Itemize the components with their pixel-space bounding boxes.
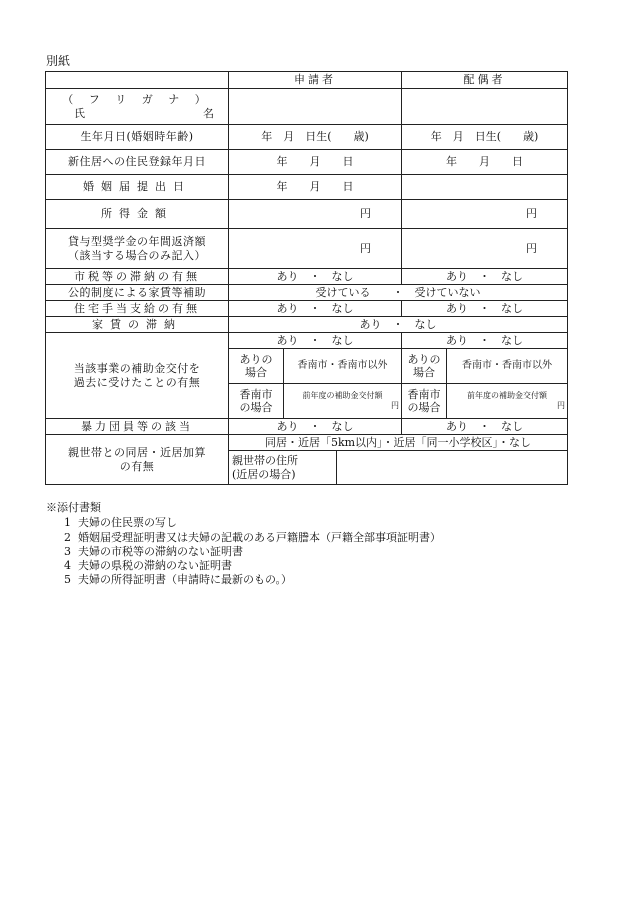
rent-options[interactable]: あり ・ なし	[229, 317, 568, 333]
marriage-row	[46, 175, 568, 200]
parents-row-1	[46, 435, 568, 451]
subsidy-label-1: 当該事業の補助金交付を	[73, 362, 201, 376]
header-row	[46, 72, 568, 89]
spouse-gang-options[interactable]: あり ・ なし	[402, 419, 568, 435]
applicant-loan-field[interactable]: 円	[229, 229, 402, 269]
residence-label: 新住居への住民登録年月日	[46, 150, 229, 175]
spouse-prev-year-field[interactable]	[447, 384, 568, 419]
furigana-label: （ フ リ ガ ナ ）	[62, 93, 212, 107]
public-row	[46, 285, 568, 301]
attachment-item: 2 婚姻届受理証明書又は夫婦の記載のある戸籍謄本（戸籍全部事項証明書）	[64, 530, 441, 544]
spouse-residence-field[interactable]: 年 月 日	[402, 150, 568, 175]
residence-row	[46, 150, 568, 175]
loan-label-cell	[46, 229, 229, 269]
application-form-table	[45, 71, 568, 485]
rent-label: 家賃の滞納	[46, 317, 229, 333]
public-label: 公的制度による家賃等補助	[46, 285, 229, 301]
marriage-label: 婚姻届提出日	[46, 175, 229, 200]
marriage-date-field[interactable]: 年 月 日	[229, 175, 402, 200]
gang-row	[46, 419, 568, 435]
spouse-subsidy-options[interactable]: あり ・ なし	[402, 333, 568, 349]
mei-label: 名	[203, 106, 214, 120]
applicant-name-field[interactable]	[229, 89, 402, 125]
housing-row	[46, 301, 568, 317]
public-options[interactable]: 受けている ・ 受けていない	[229, 285, 568, 301]
parents-options[interactable]: 同居・近居「5km以内」・近居「同一小学校区」・なし	[229, 435, 568, 451]
header-blank	[46, 72, 229, 89]
applicant-prev-year-label: 前年度の補助金交付額	[302, 391, 383, 401]
name-row	[46, 89, 568, 125]
attachment-item: 1 夫婦の住民票の写し	[64, 516, 177, 530]
marriage-blank	[402, 175, 568, 200]
parents-label-1: 親世帯との同居・近居加算	[68, 446, 206, 460]
tax-label: 市税等の滞納の有無	[46, 269, 229, 285]
attachments-section	[46, 501, 441, 588]
spouse-name-field[interactable]	[402, 89, 568, 125]
loan-row	[46, 229, 568, 269]
applicant-gang-options[interactable]: あり ・ なし	[229, 419, 402, 435]
shi-label: 氏	[74, 106, 85, 120]
income-label: 所得金額	[46, 200, 229, 229]
attachment-item: 4 夫婦の県税の滞納のない証明書	[64, 559, 232, 573]
spouse-housing-options[interactable]: あり ・ なし	[402, 301, 568, 317]
spouse-loan-field[interactable]: 円	[402, 229, 568, 269]
applicant-residence-field[interactable]: 年 月 日	[229, 150, 402, 175]
annex-label: 別紙	[46, 54, 71, 68]
attachments-heading: ※添付書類	[46, 501, 101, 514]
applicant-housing-options[interactable]: あり ・ なし	[229, 301, 402, 317]
applicant-prev-year-field[interactable]	[284, 384, 402, 419]
name-label-cell	[46, 89, 229, 125]
subsidy-label-2: 過去に受けたことの有無	[73, 375, 201, 389]
spouse-if-yes-label: ありの 場合	[402, 349, 447, 384]
parents-address-field[interactable]	[337, 451, 568, 485]
housing-label: 住宅手当支給の有無	[46, 301, 229, 317]
subsidy-label-cell	[46, 333, 229, 419]
attachment-item: 3 夫婦の市税等の滞納のない証明書	[64, 544, 243, 558]
gang-label: 暴力団員等の該当	[46, 419, 229, 435]
parents-label-cell	[46, 435, 229, 485]
applicant-birth-field[interactable]: 年 月 日生( 歳)	[229, 125, 402, 150]
spouse-income-field[interactable]: 円	[402, 200, 568, 229]
tax-row	[46, 269, 568, 285]
applicant-konan-label: 香南市 の場合	[229, 384, 284, 419]
applicant-city-options[interactable]: 香南市・香南市以外	[284, 349, 402, 384]
header-spouse: 配偶者	[402, 72, 568, 89]
income-row	[46, 200, 568, 229]
spouse-konan-label: 香南市 の場合	[402, 384, 447, 419]
birth-label: 生年月日(婚姻時年齢)	[46, 125, 229, 150]
parents-label-2: の有無	[119, 459, 155, 473]
applicant-subsidy-options[interactable]: あり ・ なし	[229, 333, 402, 349]
spouse-tax-options[interactable]: あり ・ なし	[402, 269, 568, 285]
applicant-if-yes-label: ありの 場合	[229, 349, 284, 384]
applicant-tax-options[interactable]: あり ・ なし	[229, 269, 402, 285]
rent-row	[46, 317, 568, 333]
applicant-income-field[interactable]: 円	[229, 200, 402, 229]
spouse-city-options[interactable]: 香南市・香南市以外	[447, 349, 568, 384]
parents-address-label: 親世帯の住所 (近居の場合)	[229, 451, 337, 485]
header-applicant: 申請者	[229, 72, 402, 89]
birth-row	[46, 125, 568, 150]
spouse-prev-year-yen: 円	[557, 401, 566, 410]
applicant-prev-year-yen: 円	[391, 401, 400, 410]
loan-note: （該当する場合のみ記入）	[68, 248, 206, 262]
subsidy-row-1	[46, 333, 568, 349]
spouse-birth-field[interactable]: 年 月 日生( 歳)	[402, 125, 568, 150]
loan-label: 貸与型奨学金の年間返済額	[68, 235, 206, 249]
attachment-item: 5 夫婦の所得証明書（申請時に最新のもの。）	[64, 573, 293, 587]
spouse-prev-year-label: 前年度の補助金交付額	[467, 391, 548, 401]
